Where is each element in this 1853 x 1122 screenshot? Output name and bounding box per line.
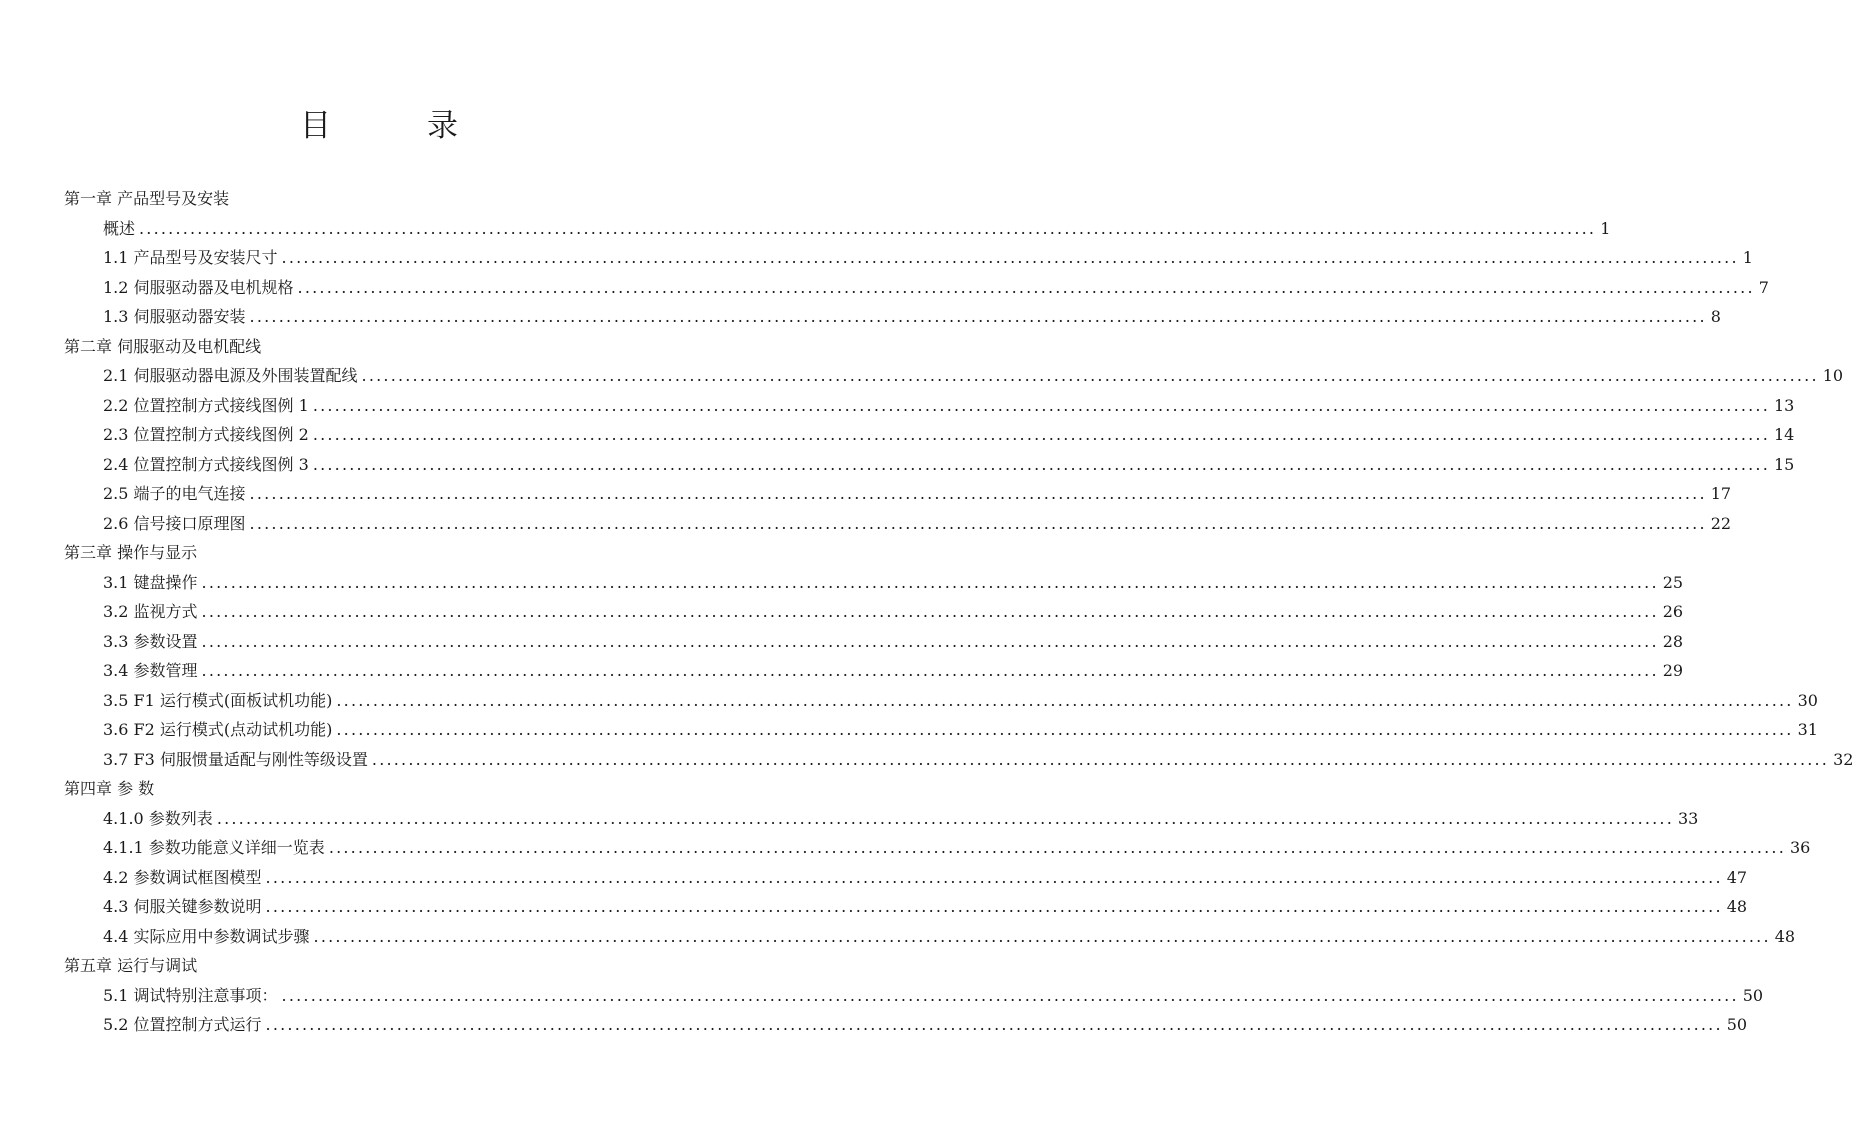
toc-entry-label: 2.4 位置控制方式接线图例 3 <box>103 454 309 474</box>
toc-dot-leader: ........................................................................................................................................................................................................ <box>312 395 1770 415</box>
toc-dot-leader: ........................................................................................................................................................................................................ <box>312 454 1770 474</box>
toc-entry-label: 3.2 监视方式 <box>103 602 198 621</box>
toc-entry-label: 3.1 键盘操作 <box>103 572 198 592</box>
toc-page-number: 32 <box>1833 749 1853 769</box>
toc-dot-leader: ........................................................................................................................................................................................................ <box>281 985 1739 1005</box>
toc-dot-leader: ........................................................................................................................................................................................................ <box>336 690 1794 710</box>
toc-dot-leader: ........................................................................................................................................................................................................ <box>216 808 1674 828</box>
toc-entry[interactable] <box>64 892 1748 922</box>
toc-entry[interactable] <box>64 243 1753 273</box>
toc-page-number: 47 <box>1726 867 1748 887</box>
toc-dot-leader: ........................................................................................................................................................................................................ <box>201 631 1659 651</box>
toc-page-number: 7 <box>1758 277 1769 297</box>
toc-dot-leader: ........................................................................................................................................................................................................ <box>313 926 1771 946</box>
toc-entry-label: 4.4 实际应用中参数调试步骤 <box>103 926 310 946</box>
toc-entry[interactable] <box>64 686 1818 716</box>
toc-page-number: 48 <box>1726 897 1748 916</box>
toc-page-number: 1 <box>1742 248 1753 267</box>
toc-entry-label: 概述 <box>103 218 136 238</box>
toc-entry-label: 2.1 伺服驱动器电源及外围装置配线 <box>103 366 358 385</box>
toc-dot-leader: ........................................................................................................................................................................................................ <box>201 572 1659 592</box>
toc-entry[interactable] <box>64 479 1732 509</box>
toc-dot-leader: ........................................................................................................................................................................................................ <box>201 602 1659 621</box>
toc-dot-leader: ........................................................................................................................................................................................................ <box>312 425 1770 444</box>
toc-entry-label: 4.1.0 参数列表 <box>103 808 213 828</box>
toc-entry-label: 2.6 信号接口原理图 <box>103 513 246 533</box>
toc-entry-label: 1.2 伺服驱动器及电机规格 <box>103 277 294 297</box>
toc-entry[interactable] <box>64 627 1684 657</box>
toc-dot-leader: ........................................................................................................................................................................................................ <box>265 867 1723 887</box>
toc-page-number: 28 <box>1662 631 1684 651</box>
toc-entry-label: 1.3 伺服驱动器安装 <box>103 307 246 326</box>
toc-page-number: 29 <box>1662 661 1684 680</box>
toc-dot-leader: ........................................................................................................................................................................................................ <box>201 661 1659 680</box>
toc-entry[interactable] <box>64 420 1795 450</box>
toc-entry-label: 2.2 位置控制方式接线图例 1 <box>103 395 309 415</box>
page-title <box>0 104 758 148</box>
toc-entry[interactable] <box>64 804 1699 834</box>
toc-entry[interactable] <box>64 302 1721 332</box>
toc-entry-label: 3.6 F2 运行模式(点动试机功能) <box>103 720 333 739</box>
toc-entry[interactable] <box>64 597 1684 627</box>
toc-page-number: 17 <box>1710 484 1732 503</box>
toc-entry[interactable] <box>64 656 1684 686</box>
toc-dot-leader: ........................................................................................................................................................................................................ <box>249 307 1707 326</box>
toc-dot-leader: ........................................................................................................................................................................................................ <box>336 720 1794 739</box>
toc-page-number: 48 <box>1774 926 1796 946</box>
table-of-contents <box>64 184 1853 1040</box>
toc-entry[interactable] <box>64 568 1684 598</box>
toc-page-number: 1 <box>1600 218 1611 238</box>
toc-page-number: 31 <box>1797 720 1818 739</box>
toc-dot-leader: ........................................................................................................................................................................................................ <box>139 218 1597 238</box>
toc-entry-label: 2.5 端子的电气连接 <box>103 484 246 503</box>
toc-entry[interactable] <box>64 715 1818 745</box>
toc-entry[interactable] <box>64 981 1764 1011</box>
title-char-1: 目 <box>300 108 331 144</box>
toc-page-number: 26 <box>1662 602 1684 621</box>
toc-chapter-heading: 第三章 操作与显示 <box>64 543 198 562</box>
toc-page-number: 50 <box>1742 985 1764 1005</box>
toc-chapter-heading: 第四章 参 数 <box>64 779 155 798</box>
toc-dot-leader: ........................................................................................................................................................................................................ <box>361 366 1819 385</box>
toc-entry[interactable] <box>64 922 1796 952</box>
toc-page-number: 14 <box>1774 425 1795 444</box>
toc-entry-label: 3.3 参数设置 <box>103 631 198 651</box>
toc-page-number: 22 <box>1710 513 1732 533</box>
toc-entry-label: 5.2 位置控制方式运行 <box>103 1015 262 1034</box>
toc-entry-label: 3.7 F3 伺服惯量适配与刚性等级设置 <box>103 749 368 769</box>
toc-entry-label: 4.1.1 参数功能意义详细一览表 <box>103 838 325 857</box>
toc-entry[interactable] <box>64 214 1611 244</box>
toc-dot-leader: ........................................................................................................................................................................................................ <box>265 897 1723 916</box>
toc-entry-label: 2.3 位置控制方式接线图例 2 <box>103 425 309 444</box>
toc-page-number: 50 <box>1726 1015 1748 1034</box>
toc-page-number: 33 <box>1678 808 1699 828</box>
toc-dot-leader: ........................................................................................................................................................................................................ <box>281 248 1739 267</box>
toc-entry[interactable] <box>64 863 1748 893</box>
toc-entry-label: 4.2 参数调试框图模型 <box>103 867 262 887</box>
toc-dot-leader: ........................................................................................................................................................................................................ <box>297 277 1755 297</box>
toc-dot-leader: ........................................................................................................................................................................................................ <box>328 838 1786 857</box>
toc-entry-label: 3.4 参数管理 <box>103 661 198 680</box>
toc-dot-leader: ........................................................................................................................................................................................................ <box>249 513 1707 533</box>
toc-page-number: 30 <box>1797 690 1818 710</box>
toc-chapter-heading: 第五章 运行与调试 <box>64 956 198 975</box>
toc-entry[interactable] <box>64 450 1795 480</box>
toc-entry[interactable] <box>64 361 1844 391</box>
toc-dot-leader: ........................................................................................................................................................................................................ <box>371 749 1830 769</box>
toc-chapter-heading: 第一章 产品型号及安装 <box>64 189 230 208</box>
toc-page-number: 15 <box>1774 454 1795 474</box>
toc-entry[interactable] <box>64 1010 1748 1040</box>
toc-page-number: 36 <box>1790 838 1811 857</box>
toc-page-number: 10 <box>1822 366 1844 385</box>
toc-entry[interactable] <box>64 833 1811 863</box>
title-char-2: 录 <box>427 108 458 144</box>
toc-entry[interactable] <box>64 273 1769 303</box>
toc-page-number: 13 <box>1774 395 1795 415</box>
toc-entry-label: 4.3 伺服关键参数说明 <box>103 897 262 916</box>
toc-dot-leader: ........................................................................................................................................................................................................ <box>265 1015 1723 1034</box>
toc-chapter-heading: 第二章 伺服驱动及电机配线 <box>64 336 262 356</box>
toc-entry-label: 1.1 产品型号及安装尺寸 <box>103 248 278 267</box>
toc-dot-leader: ........................................................................................................................................................................................................ <box>249 484 1707 503</box>
toc-page-number: 25 <box>1662 572 1684 592</box>
toc-entry[interactable] <box>64 745 1853 775</box>
toc-page-number: 8 <box>1710 307 1721 326</box>
toc-entry[interactable] <box>64 391 1795 421</box>
toc-entry-label: 3.5 F1 运行模式(面板试机功能) <box>103 690 333 710</box>
toc-entry[interactable] <box>64 509 1732 539</box>
toc-entry-label: 5.1 调试特别注意事项： <box>103 985 278 1005</box>
